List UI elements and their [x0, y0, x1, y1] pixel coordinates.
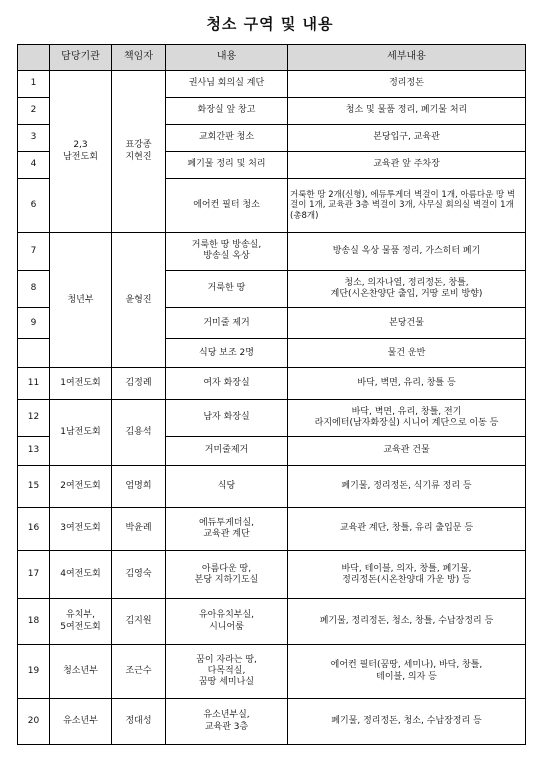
detail-cell: 바닥, 테이블, 의자, 창틀, 폐기물, 정리정돈(시온찬양대 가운 방) 등	[288, 551, 526, 599]
manager-cell: 조근수	[112, 645, 166, 699]
manager-cell: 표강종 지현진	[112, 71, 166, 233]
row-number: 11	[18, 368, 50, 399]
table-row	[18, 399, 526, 436]
row-number: 9	[18, 308, 50, 339]
detail-cell: 청소, 의자나열, 정리정돈, 창틀, 계단(시온찬양단 출입, 거땅 로비 방향)	[288, 270, 526, 307]
content-cell: 유아유치부실, 시니어룸	[166, 599, 288, 645]
row-number: 13	[18, 437, 50, 466]
detail-cell: 교육관 앞 주차장	[288, 152, 526, 179]
table-row	[18, 699, 526, 745]
table-row	[18, 507, 526, 551]
page-title: 청소 구역 및 내용	[206, 15, 334, 33]
row-number: 1	[18, 71, 50, 98]
header-org: 담당기관	[50, 45, 112, 71]
manager-cell: 김용석	[112, 399, 166, 466]
org-cell: 4여전도회	[50, 551, 112, 599]
manager-cell: 박윤례	[112, 507, 166, 551]
content-cell: 교회간판 청소	[166, 125, 288, 152]
cleaning-table	[17, 44, 526, 745]
manager-cell: 정대성	[112, 699, 166, 745]
org-cell: 청소년부	[50, 645, 112, 699]
detail-cell: 바닥, 벽면, 유리, 창틀, 전기 라지에터(남자화장실) 시니어 계단으로 이동 등	[288, 399, 526, 436]
manager-cell: 엄명희	[112, 466, 166, 508]
table-row	[18, 233, 526, 270]
detail-cell: 에어컨 필터(꿈땅, 세미나), 바닥, 창틀, 테이블, 의자 등	[288, 645, 526, 699]
content-cell: 거미줄 제거	[166, 308, 288, 339]
row-number: 7	[18, 233, 50, 270]
content-cell: 여자 화장실	[166, 368, 288, 399]
content-cell: 화장실 앞 창고	[166, 98, 288, 125]
row-number: 12	[18, 399, 50, 436]
manager-cell: 김지원	[112, 599, 166, 645]
content-cell: 폐기물 정리 및 처리	[166, 152, 288, 179]
header-row	[18, 45, 526, 71]
table-row	[18, 599, 526, 645]
content-cell: 꿈이 자라는 땅, 다목적실, 꿈땅 세미나실	[166, 645, 288, 699]
org-cell: 유치부, 5여전도회	[50, 599, 112, 645]
content-cell: 에듀투게더실, 교육관 계단	[166, 507, 288, 551]
row-number: 15	[18, 466, 50, 508]
header-detail: 세부내용	[288, 45, 526, 71]
content-cell: 거룩한 땅	[166, 270, 288, 307]
row-number: 6	[18, 179, 50, 233]
content-cell: 거룩한 땅 방송실, 방송실 옥상	[166, 233, 288, 270]
detail-cell: 교육관 계단, 창틀, 유리 출입문 등	[288, 507, 526, 551]
content-cell: 식당	[166, 466, 288, 508]
row-number: 4	[18, 152, 50, 179]
header-manager: 책임자	[112, 45, 166, 71]
detail-cell: 바닥, 벽면, 유리, 창틀 등	[288, 368, 526, 399]
row-number: 18	[18, 599, 50, 645]
content-cell: 아름다운 땅, 본당 지하기도실	[166, 551, 288, 599]
row-number: 17	[18, 551, 50, 599]
content-cell: 권사님 회의실 계단	[166, 71, 288, 98]
org-cell: 1남전도회	[50, 399, 112, 466]
org-cell: 청년부	[50, 233, 112, 368]
row-number: 2	[18, 98, 50, 125]
header-content: 내용	[166, 45, 288, 71]
org-cell: 2,3 남전도회	[50, 71, 112, 233]
row-number	[18, 339, 50, 368]
content-cell: 거미줄제거	[166, 437, 288, 466]
detail-cell: 본당건물	[288, 308, 526, 339]
manager-cell: 김정례	[112, 368, 166, 399]
row-number: 8	[18, 270, 50, 307]
detail-cell: 본당입구, 교육관	[288, 125, 526, 152]
header-number	[18, 45, 50, 71]
detail-cell: 교육관 건물	[288, 437, 526, 466]
content-cell: 식당 보조 2명	[166, 339, 288, 368]
content-cell: 남자 화장실	[166, 399, 288, 436]
row-number: 19	[18, 645, 50, 699]
detail-cell: 물건 운반	[288, 339, 526, 368]
manager-cell: 윤형진	[112, 233, 166, 368]
table-row	[18, 466, 526, 508]
content-cell: 유소년부실, 교육관 3층	[166, 699, 288, 745]
row-number: 3	[18, 125, 50, 152]
detail-cell: 청소 및 물품 정리, 폐기물 처리	[288, 98, 526, 125]
table-row	[18, 551, 526, 599]
table-row	[18, 645, 526, 699]
row-number: 16	[18, 507, 50, 551]
org-cell: 2여전도회	[50, 466, 112, 508]
detail-cell: 방송실 옥상 물품 정리, 가스히터 폐기	[288, 233, 526, 270]
detail-cell: 폐기물, 정리정돈, 식기류 정리 등	[288, 466, 526, 508]
detail-cell: 폐기물, 정리정돈, 청소, 창틀, 수납장정리 등	[288, 599, 526, 645]
detail-cell: 폐기물, 정리정돈, 청소, 수납장정리 등	[288, 699, 526, 745]
detail-cell: 정리정돈	[288, 71, 526, 98]
table-row	[18, 368, 526, 399]
content-cell: 에어컨 필터 청소	[166, 179, 288, 233]
manager-cell: 김영숙	[112, 551, 166, 599]
detail-cell: 거룩한 땅 2개(신형), 에듀투게더 벽걸이 1개, 아름다운 땅 벽걸이 1개, 교육관 3층 벽걸이 3개, 사무실 회의실 벽걸이 1개 (총8개)	[288, 179, 526, 233]
org-cell: 3여전도회	[50, 507, 112, 551]
org-cell: 1여전도회	[50, 368, 112, 399]
org-cell: 유소년부	[50, 699, 112, 745]
row-number: 20	[18, 699, 50, 745]
table-row	[18, 71, 526, 98]
